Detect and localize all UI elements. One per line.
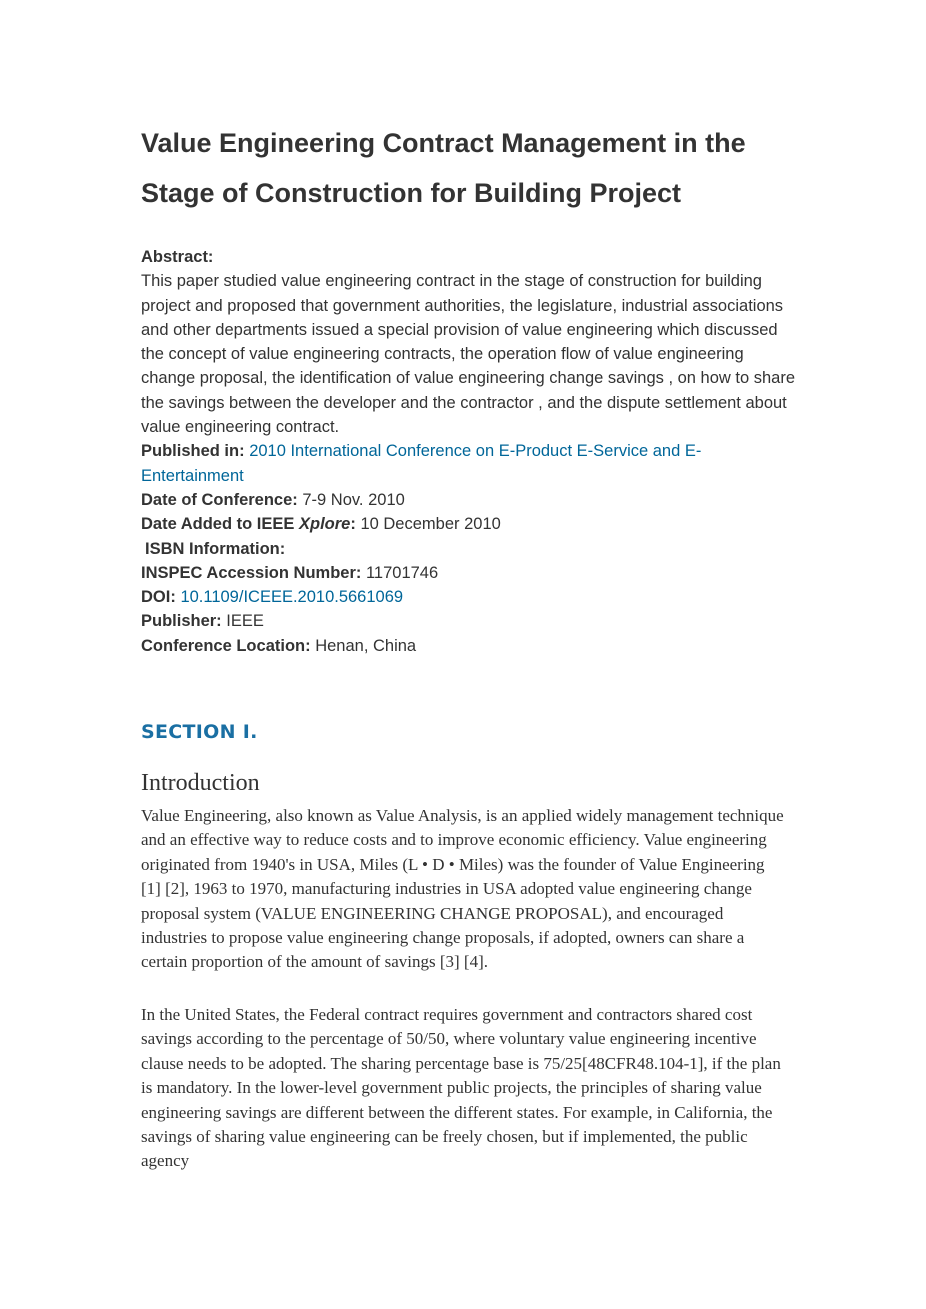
conference-location-row — [141, 634, 801, 658]
abstract-text: This paper studied value engineering contract in the stage of construction for building project and proposed that government authorities, the legislature, industrial associations and other departments issued a special provision of value engineering which discussed the concept of value engineering contracts, the operation flow of value engineering change proposal, the identification of value engineering change savings , on how to share the savings between the developer and the contractor , and the dispute settlement about value engineering contract. — [141, 272, 796, 437]
doi-link[interactable]: 10.1109/ICEEE.2010.5661069 — [180, 588, 404, 607]
published-in-link[interactable]: 2010 International Conference on E-Product E-Service and E-Entertainment — [141, 442, 702, 485]
date-added-value: 10 December 2010 — [360, 515, 501, 534]
conference-date-value: 7-9 Nov. 2010 — [302, 490, 405, 509]
doi-label: DOI: — [141, 588, 176, 607]
inspec-row — [141, 561, 801, 585]
xplore-label: Xplore — [299, 515, 351, 534]
doi-row — [141, 585, 801, 609]
paper-metadata — [141, 245, 801, 658]
paper-title: Value Engineering Contract Management in the Stage of Construction for Building Project — [141, 128, 746, 208]
date-added-label-suffix: : — [350, 515, 356, 534]
conference-location-value: Henan, China — [315, 636, 417, 655]
section-title: Introduction — [141, 770, 260, 797]
date-added-label-prefix: Date Added to IEEE — [141, 515, 299, 534]
inspec-value: 11701746 — [365, 563, 439, 582]
publisher-label: Publisher: — [141, 612, 222, 631]
section-label: SECTION I. — [141, 721, 258, 744]
isbn-label: ISBN Information: — [145, 539, 286, 558]
body-paragraph: Value Engineering, also known as Value Analysis, is an applied widely management technique and an effective way to reduce costs and to improve economic efficiency. Value engineering originated from 1940's in USA, Miles (L • D • Miles) was the founder of Value Engineering [1] [2], 1963 to 1970, manufacturing industries in USA adopted value engineering change proposal system (VALUE ENGINEERING CHANGE PROPOSAL), and encouraged industries to propose value engineering change proposals, if adopted, owners can share a certain proportion of the amount of savings [3] [4]. — [141, 806, 784, 972]
publisher-row — [141, 609, 801, 633]
body-paragraph: In the United States, the Federal contract requires government and contractors shared cost savings according to the percentage of 50/50, where voluntary value engineering incentive clause needs to be adopted. The sharing percentage base is 75/25[48CFR48.104-1], if the plan is mandatory. In the lower-level government public projects, the principles of sharing value engineering savings are different between the different states. For example, in California, the savings of sharing value engineering can be freely chosen, but if implemented, the public agency — [141, 1004, 781, 1171]
conference-date-row — [141, 488, 801, 512]
abstract-label: Abstract: — [141, 248, 214, 266]
published-in-row — [141, 439, 801, 488]
inspec-label: INSPEC Accession Number: — [141, 563, 362, 582]
date-added-row — [141, 512, 801, 536]
published-in-label: Published in: — [141, 442, 245, 461]
publisher-value: IEEE — [226, 612, 264, 631]
paper-page — [141, 118, 801, 1174]
conference-location-label: Conference Location: — [141, 636, 311, 655]
conference-date-label: Date of Conference: — [141, 490, 298, 509]
